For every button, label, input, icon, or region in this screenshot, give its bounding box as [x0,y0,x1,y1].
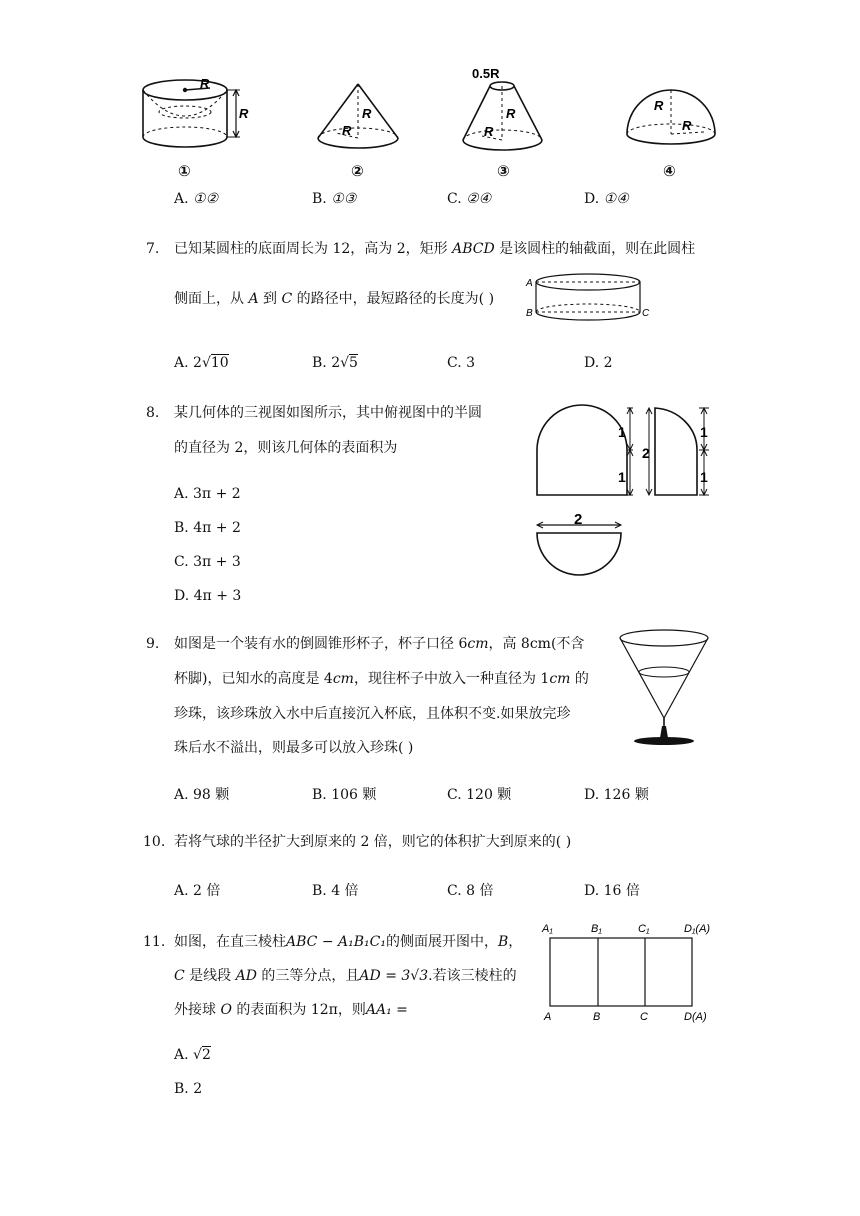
option-d[interactable]: D. ①④ [584,191,629,207]
vertex-label: B₁ [591,923,602,935]
option-a[interactable]: A. √2 [174,1047,211,1063]
question-text-line2: 杯脚)，已知水的高度是 4cm，现往杯子中放入一种直径为 1cm 的 [174,671,589,687]
vertex-label: D₁(A) [684,923,711,935]
option-b[interactable]: B. 2√5 [312,355,358,371]
question-number: 7. [146,241,160,257]
sqrt-symbol: √ [340,355,350,371]
dim-label: 1 [700,424,708,440]
figure-three-views [525,400,725,580]
point-b-label: B [526,308,533,319]
vertex-label: D(A) [684,1011,707,1023]
radius-label: R [342,123,352,138]
vertex-label: B [593,1011,601,1023]
option-a[interactable]: A. 2√10 [174,355,229,371]
option-c[interactable]: C. ②④ [447,191,492,207]
option-b[interactable]: B. 4π + 2 [174,520,241,536]
question-text-line4: 珠后水不溢出，则最多可以放入珍珠( ) [174,740,414,756]
dim-label: 1 [700,469,708,485]
option-b[interactable]: B. ①③ [312,191,357,207]
question-text-line3: 外接球 O 的表面积为 12π，则AA₁ = [174,1002,408,1018]
point-a-label: A [526,278,533,289]
figure-label-1: ① [178,163,191,180]
vertex-label: A [544,1011,552,1023]
question-text-line1: 某几何体的三视图如图所示，其中俯视图中的半圆 [174,405,482,421]
question-number: 9. [146,636,160,652]
radius-label: R [682,118,692,133]
option-d[interactable]: D. 2 [584,355,613,371]
figure-cylinder-hemisphere [140,72,260,162]
question-text-line1: 如图是一个装有水的倒圆锥形杯子，杯子口径 6cm，高 8cm(不含 [174,636,585,652]
figure-cone-cup [616,626,716,756]
question-text-line3: 珍珠，该珍珠放入水中后直接沉入杯底，且体积不变.如果放完珍 [174,706,571,722]
question-text-line2: C 是线段 AD 的三等分点，且AD = 3√3.若该三棱柱的 [174,968,517,984]
question-text-line1: 如图，在直三棱柱ABC − A₁B₁C₁的侧面展开图中，B， [174,934,523,950]
figure-label-4: ④ [663,163,676,180]
question-text-line2: 的直径为 2，则该几何体的表面积为 [174,440,398,456]
question-text-line1: 已知某圆柱的底面周长为 12，高为 2，矩形 ABCD 是该圆柱的轴截面，则在此圆柱 [174,241,696,257]
top-radius-label: 0.5R [472,66,500,81]
option-d[interactable]: D. 126 颗 [584,787,649,803]
dim-label: 2 [574,511,583,528]
option-a[interactable]: A. ①② [174,191,219,207]
option-b[interactable]: B. 4 倍 [312,883,359,899]
option-a[interactable]: A. 98 颗 [174,787,230,803]
option-c[interactable]: C. 8 倍 [447,883,494,899]
vertex-label: C₁ [638,923,650,935]
dim-label: 2 [642,445,650,461]
question-text-line2: 侧面上，从 A 到 C 的路径中，最短路径的长度为( ) [174,291,495,307]
height-label: R [506,106,516,121]
figure-cylinder-axial-section [526,268,660,328]
height-label: R [239,106,249,121]
option-a[interactable]: A. 3π + 2 [174,486,241,502]
point-c-label: C [642,308,650,319]
dim-label: 1 [618,469,626,485]
option-a[interactable]: A. 2 倍 [174,883,221,899]
radius-label: R [484,124,494,139]
option-c[interactable]: C. 120 颗 [447,787,512,803]
vertex-label: C [640,1011,648,1023]
option-c[interactable]: C. 3 [447,355,476,371]
question-number: 10. [143,834,166,850]
figure-hemisphere [624,78,734,168]
radius-label: R [362,106,372,121]
question-number: 8. [146,405,160,421]
question-text-line1: 若将气球的半径扩大到原来的 2 倍，则它的体积扩大到原来的( ) [174,834,572,850]
option-d[interactable]: D. 16 倍 [584,883,640,899]
option-d[interactable]: D. 4π + 3 [174,588,242,604]
figure-frustum [460,64,570,164]
sqrt-symbol: √ [201,355,211,371]
dim-label: 1 [618,424,626,440]
figure-label-3: ③ [497,163,510,180]
radius-label: R [200,76,210,91]
figure-label-2: ② [351,163,364,180]
radius-label: R [654,98,664,113]
option-b[interactable]: B. 2 [174,1081,203,1097]
vertex-label: A₁ [542,923,553,935]
figure-prism-net [540,918,730,1028]
question-number: 11. [143,934,166,950]
option-b[interactable]: B. 106 颗 [312,787,377,803]
sqrt-symbol: √ [193,1047,202,1063]
figure-cone [316,78,426,168]
option-c[interactable]: C. 3π + 3 [174,554,241,570]
